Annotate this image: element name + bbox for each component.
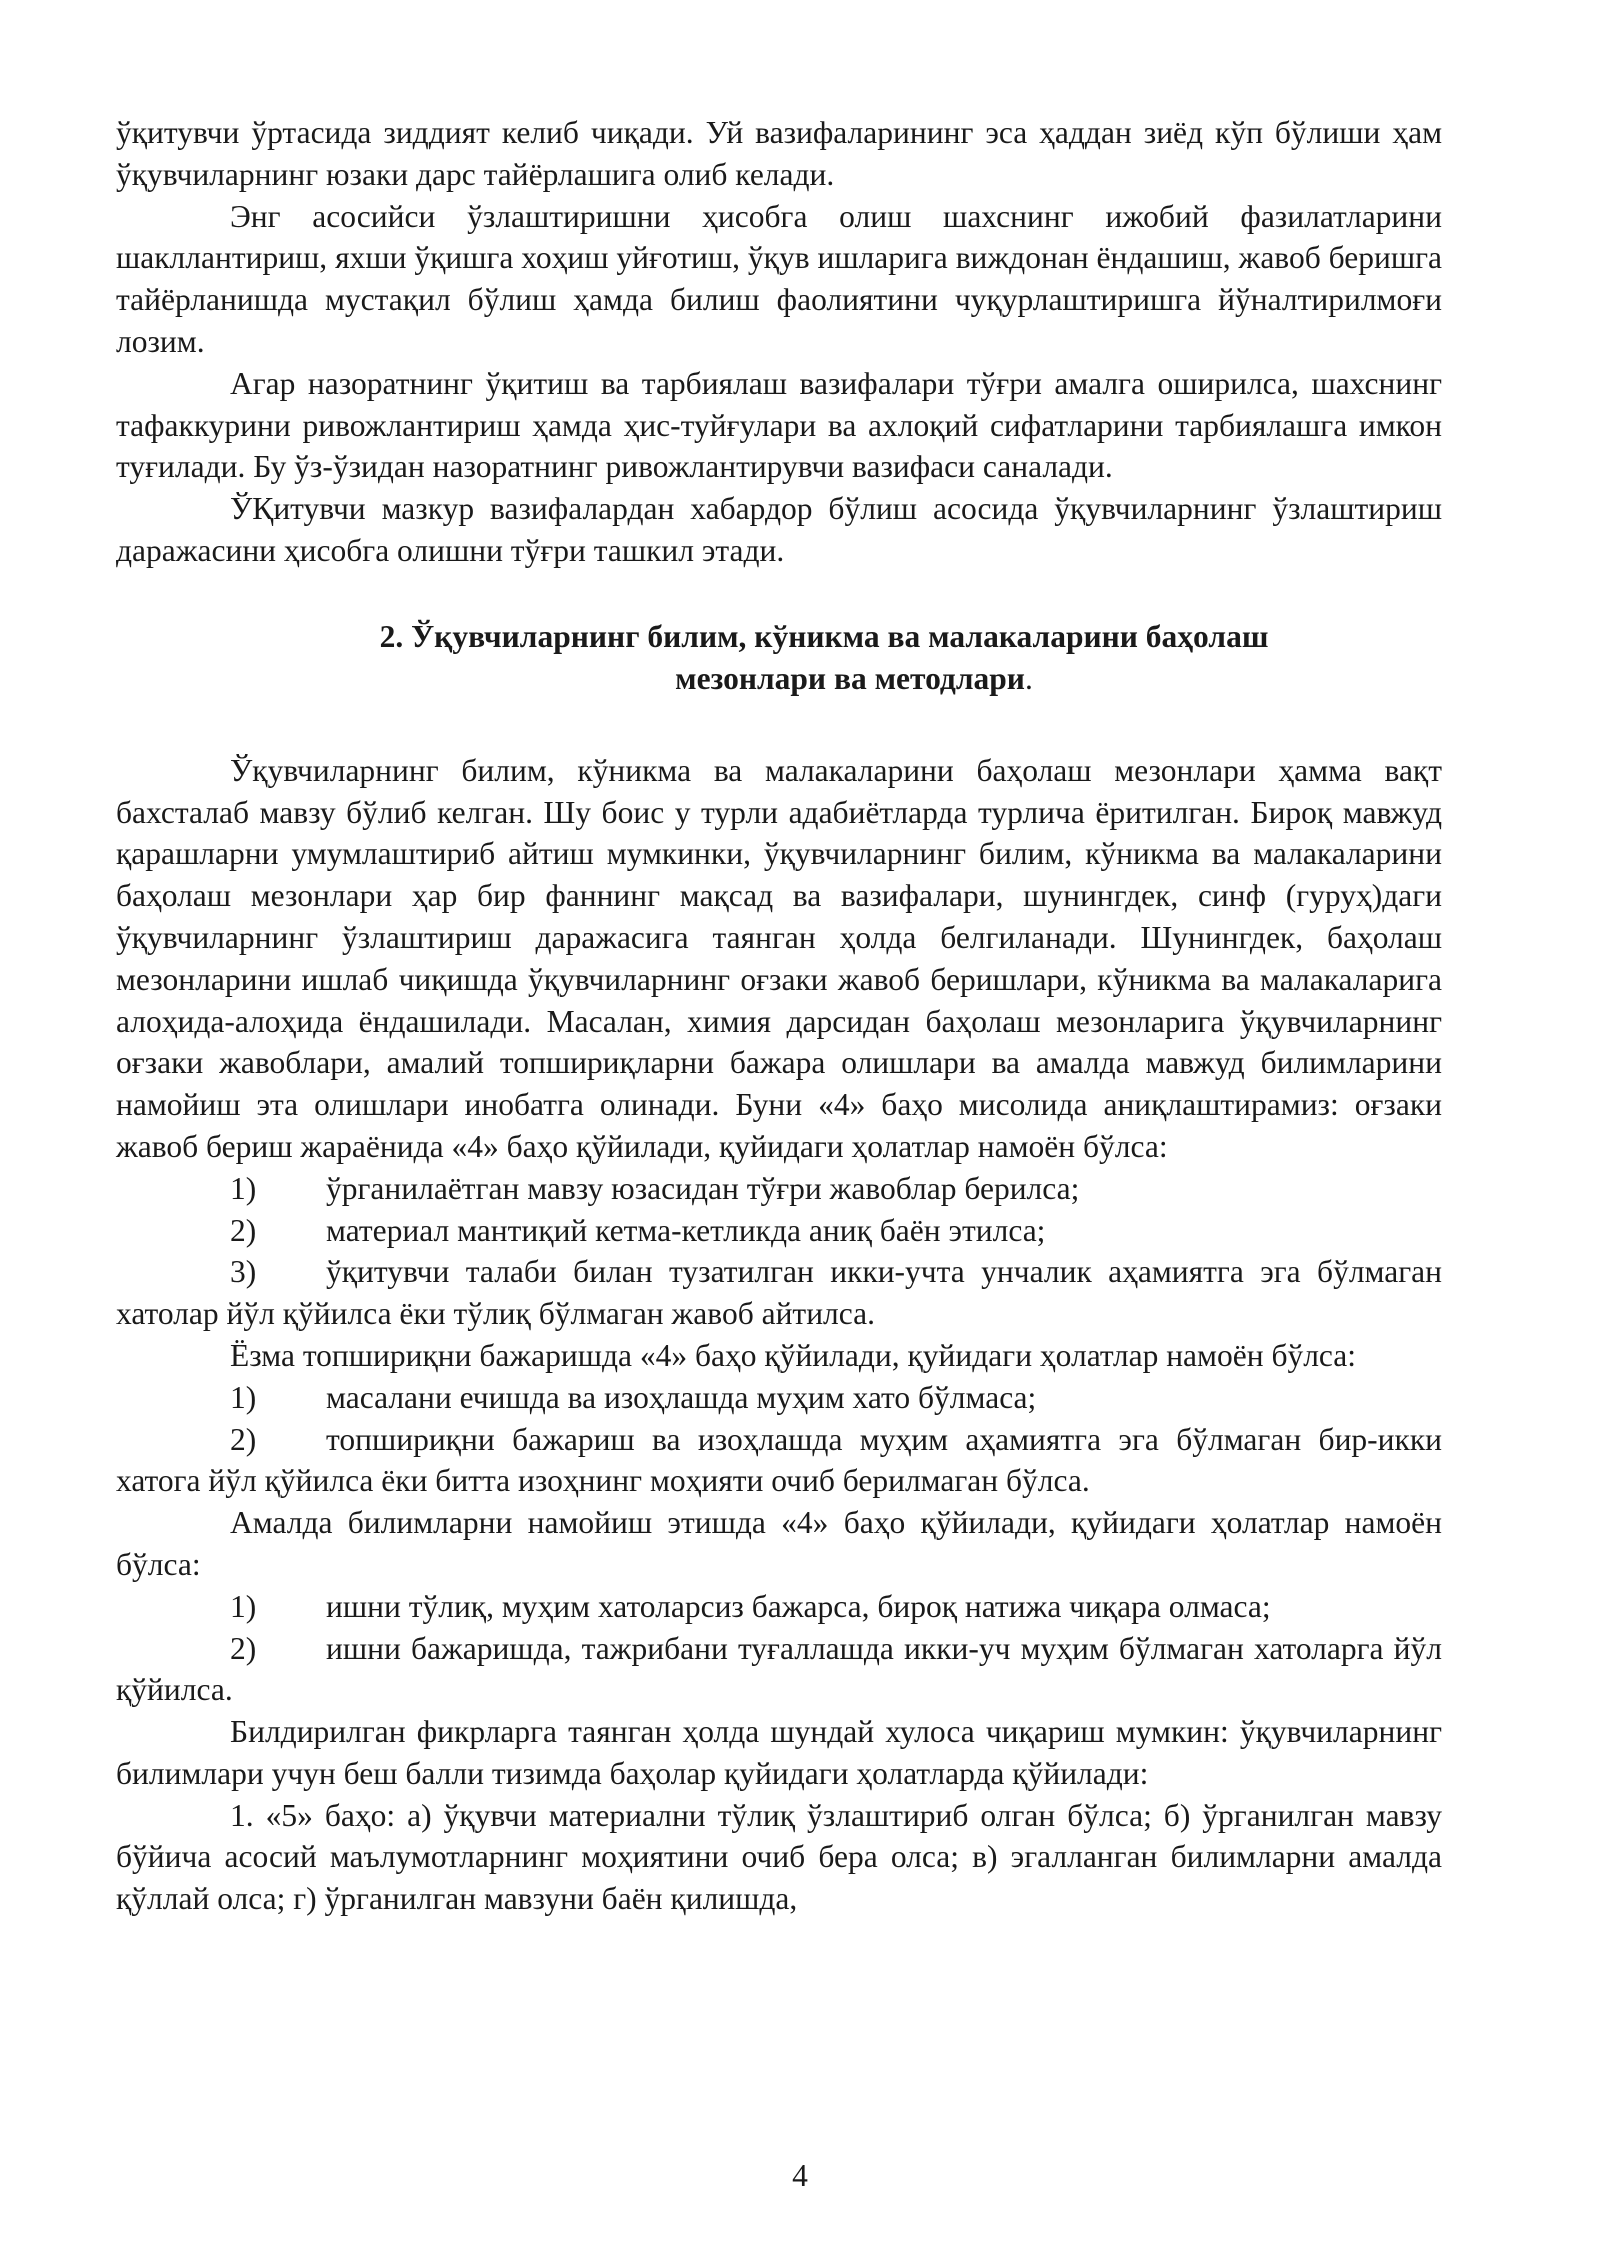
list-text: ўқитувчи талаби билан тузатилган икки-учта унчалик аҳамиятга эга бўлмаган хатолар йўл қўйилса ёки тўлиқ бўлмаган жавоб айтилса. — [116, 1254, 1442, 1332]
list-text: ишни бажаришда, тажрибани туғаллашда икки-уч муҳим бўлмаган хатоларга йўл қўйилса. — [116, 1630, 1442, 1708]
paragraph-grade-five: 1. «5» баҳо: а) ўқувчи материални тўлиқ ўзлаштириб олган бўлса; б) ўрганилган мавзу бўйича асосий маълумотларнинг моҳиятини очиб бера олса; в) эгалланган билимларни амалда қўллай олса; г) ўрганилган мавзуни баён қилишда, — [116, 1797, 1442, 1917]
paragraph-criteria-intro: Ўқувчиларнинг билим, кўникма ва малакаларини баҳолаш мезонлари ҳамма вақт бахсталаб мавзу бўлиб келган. Шу боис у турли адабиётларда турлича ёритилган. Бироқ мавжуд қарашларни умумлаштириб айтиш мумкинки, ўқувчиларнинг билим, кўникма ва малакаларини баҳолаш мезонлари ҳар бир фаннинг мақсад ва вазифалари, шунингдек, синф (гуруҳ)даги ўқувчиларнинг ўзлаштириш даражасига таянган ҳолда белгиланади. Шунингдек, баҳолаш мезонларини ишлаб чиқишда ўқувчиларнинг оғзаки жавоб беришлари, кўникма ва малакаларига алоҳида-алоҳида ёндашилади. Масалан, химия дарсидан баҳолаш мезонларига ўқувчиларнинг оғзаки жавоблари, амалий топшириқларни бажара олишлари ва амалда мавжуд билимларини намойиш эта олишлари инобатга олинади. Буни «4» баҳо мисолида аниқлаштирамиз: оғзаки жавоб бериш жараёнида «4» баҳо қўйилади, қуйидаги ҳолатлар намоён бўлса: — [116, 752, 1442, 1164]
list-number: 1) — [230, 1170, 257, 1206]
paragraph-developing-function: Агар назоратнинг ўқитиш ва тарбиялаш вазифалари тўғри амалга оширилса, шахснинг тафаккурини ривожлантириш ҳамда ҳис-туйғулари ва ахлоқий сифатларини тарбиялашга имкон туғилади. Бу ўз-ўзидан назоратнинг ривожлантирувчи вазифаси саналади. — [116, 365, 1442, 485]
list-text: ўрганилаётган мавзу юзасидан тўғри жавоблар берилса; — [326, 1170, 1080, 1206]
paragraph-written-task: Ёзма топшириқни бажаришда «4» баҳо қўйилади, қуйидаги ҳолатлар намоён бўлса: — [230, 1337, 1357, 1373]
list-item — [116, 1210, 1442, 1252]
list-text: масалани ечишда ва изоҳлашда муҳим хато бўлмаса; — [326, 1379, 1037, 1415]
page-number: 4 — [792, 2158, 808, 2193]
list-number: 3) — [230, 1254, 257, 1290]
paragraph-practical-task: Амалда билимларни намойиш этишда «4» баҳо қўйилади, қуйидаги ҳолатлар намоён бўлса: — [116, 1505, 1442, 1582]
paragraph-teacher-awareness: ЎҚитувчи мазкур вазифалардан хабардор бўлиш асосида ўқувчиларнинг ўзлаштириш даражасини ҳисобга олишни тўғри ташкил этади. — [116, 491, 1442, 568]
list-item — [116, 1628, 1442, 1712]
list-number: 1) — [230, 1379, 257, 1415]
section-heading-line2-wrap — [206, 658, 1442, 700]
list-item — [116, 1251, 1442, 1335]
list-item — [116, 1586, 1442, 1628]
section-heading-line2: мезонлари ва методлари — [675, 660, 1025, 696]
list-text: топшириқни бажариш ва изоҳлашда муҳим аҳамиятга эга бўлмаган бир-икки хатога йўл қўйилса ёки битта изоҳнинг моҳияти очиб берилмаган бўлса. — [116, 1421, 1442, 1499]
section-heading-dot: . — [1024, 660, 1033, 696]
list-number: 2) — [230, 1421, 257, 1457]
section-heading — [116, 616, 1442, 700]
list-item — [116, 1168, 1442, 1210]
list-number: 2) — [230, 1630, 257, 1666]
list-item — [116, 1419, 1442, 1503]
list-number: 2) — [230, 1212, 257, 1248]
paragraph-continuation: ўқитувчи ўртасида зиддият келиб чиқади. Уй вазифаларининг эса ҳаддан зиёд кўп бўлиши ҳам ўқувчиларнинг юзаки дарс тайёрлашига олиб келади. — [116, 115, 1442, 192]
list-number: 1) — [230, 1588, 257, 1624]
section-heading-line1: 2. Ўқувчиларнинг билим, кўникма ва малакаларини баҳолаш — [379, 618, 1269, 654]
paragraph-conclusion: Билдирилган фикрларга таянган ҳолда шундай хулоса чиқариш мумкин: ўқувчиларнинг билимлари учун беш балли тизимда баҳолар қуйидаги ҳолатларда қўйилади: — [116, 1714, 1442, 1791]
paragraph-main-goal: Энг асосийси ўзлаштиришни ҳисобга олиш шахснинг ижобий фазилатларини шакллантириш, яхши ўқишга хоҳиш уйғотиш, ўқув ишларига виждонан ёндашиш, жавоб беришга тайёрланишда мустақил бўлиш ҳамда билиш фаолиятини чуқурлаштиришга йўналтирилмоғи лозим. — [116, 198, 1442, 359]
list-text: ишни тўлиқ, муҳим хатоларсиз бажарса, бироқ натижа чиқара олмаса; — [326, 1588, 1271, 1624]
list-item — [116, 1377, 1442, 1419]
document-page — [116, 112, 1442, 1920]
list-text: материал мантиқий кетма-кетликда аниқ баён этилса; — [326, 1212, 1046, 1248]
